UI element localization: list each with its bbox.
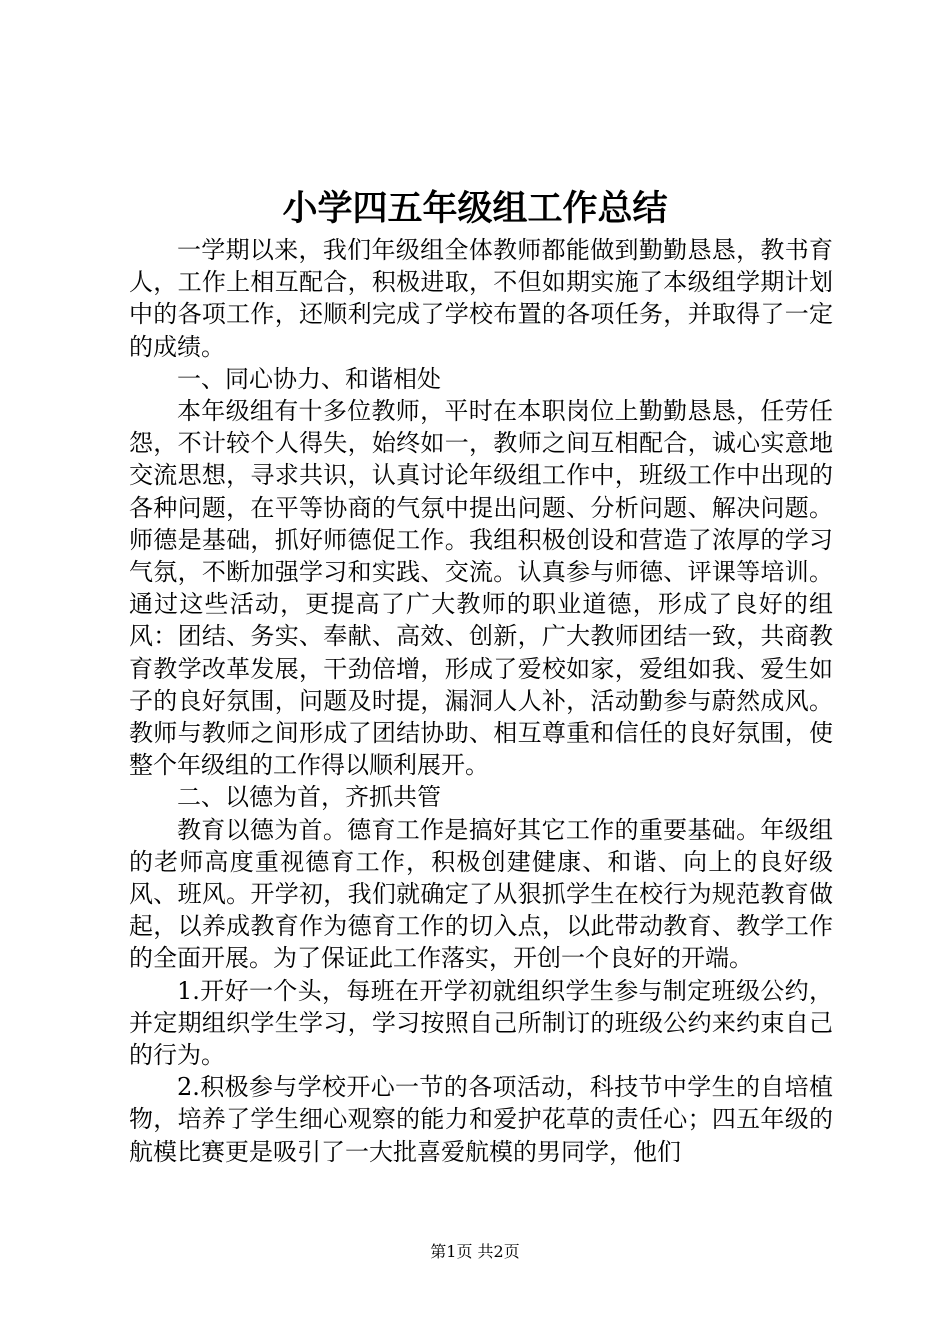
paragraph-section-2: 教育以德为首。德育工作是搞好其它工作的重要基础。年级组的老师高度重视德育工作，积极创建健康、和谐、向上的良好级风、班风。开学初，我们就确定了从狠抓学生在校行为规范教育做起，以养成教育作为德育工作的切入点，以此带动教育、教学工作的全面开展。为了保证此工作落实，开创一个良好的开端。 <box>129 815 833 973</box>
paragraph-section-1: 本年级组有十多位教师，平时在本职岗位上勤勤恳恳，任劳任怨，不计较个人得失，始终如一，教师之间互相配合，诚心实意地交流思想，寻求共识，认真讨论年级组工作中，班级工作中出现的各种问题，在平等协商的气氛中提出问题、分析问题、解决问题。师德是基础，抓好师德促工作。我组积极创设和营造了浓厚的学习气氛，不断加强学习和实践、交流。认真参与师德、评课等培训。通过这些活动，更提高了广大教师的职业道德，形成了良好的组风：团结、务实、奉献、高效、创新，广大教师团结一致，共商教育教学改革发展，干劲倍增，形成了爱校如家，爱组如我、爱生如子的良好氛围，问题及时提，漏洞人人补，活动勤参与蔚然成风。教师与教师之间形成了团结协助、相互尊重和信任的良好氛围，使整个年级组的工作得以顺利展开。 <box>129 397 833 780</box>
paragraph-intro: 一学期以来，我们年级组全体教师都能做到勤勤恳恳，教书育人，工作上相互配合，积极进取，不但如期实施了本级组学期计划中的各项工作，还顺利完成了学校布置的各项任务，并取得了一定的成绩。 <box>129 236 833 361</box>
document-body <box>129 234 833 1168</box>
document-title: 小学四五年级组工作总结 <box>282 188 668 229</box>
paragraph-item-2: 2.积极参与学校开心一节的各项活动，科技节中学生的自培植物，培养了学生细心观察的能力和爱护花草的责任心；四五年级的航模比赛更是吸引了一大批喜爱航模的男同学，他们 <box>129 1073 833 1166</box>
section-heading-2: 二、以德为首，齐抓共管 <box>177 783 441 812</box>
section-heading-1: 一、同心协力、和谐相处 <box>177 364 441 393</box>
page-footer: 第1页 共2页 <box>430 1242 520 1261</box>
paragraph-item-1: 1.开好一个头，每班在开学初就组织学生参与制定班级公约，并定期组织学生学习，学习按照自己所制订的班级公约来约束自己的行为。 <box>129 976 833 1070</box>
